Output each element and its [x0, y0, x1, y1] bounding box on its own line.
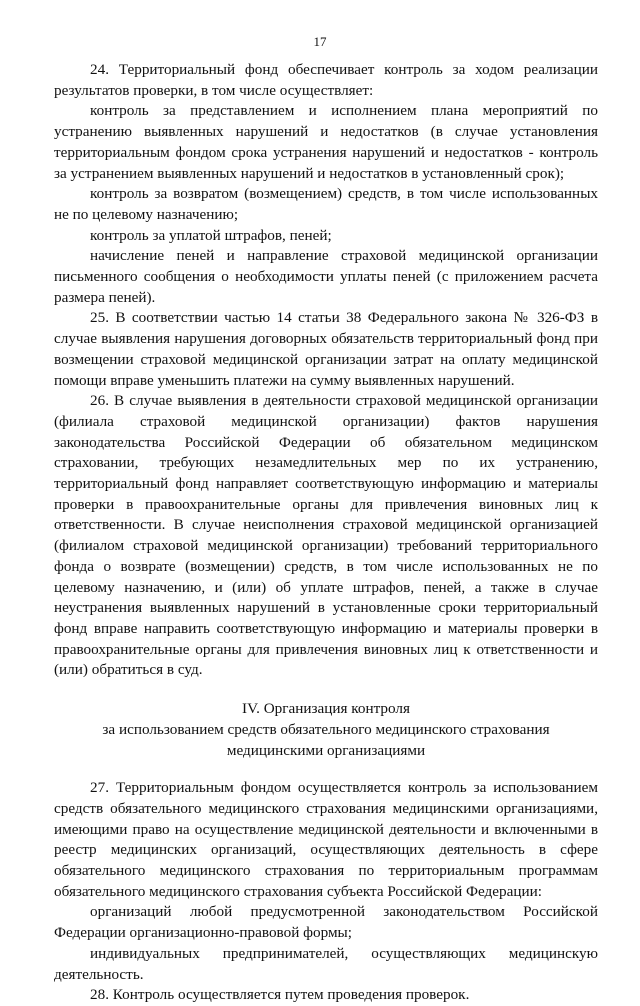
paragraph-24: 24. Территориальный фонд обеспечивает контроль за ходом реализации результатов проверки, в том числе осуществляет:: [54, 61, 598, 99]
paragraph-25: 25. В соответствии частью 14 статьи 38 Федерального закона № 326-ФЗ в случае выявления нарушения договорных обязательств территориальный фонд при возмещении страховой медицинской организации затрат на оплату медицинской помощи вправе уменьшить платежи на сумму выявленных нарушений.: [54, 309, 598, 389]
section-heading-line-2: за использованием средств обязательного медицинского страхования: [102, 720, 550, 738]
section-heading-line-3: медицинскими организациями: [226, 741, 426, 759]
paragraph-27-item-organizations: организаций любой предусмотренной законодательством Российской Федерации организационно-правовой формы;: [54, 903, 598, 942]
paragraph-28: 28. Контроль осуществляется путем проведения проверок.: [90, 986, 470, 1004]
paragraph-24-item-penalties: начисление пеней и направление страховой медицинской организации письменного сообщения о необходимости уплаты пеней (с приложением расчета размера пеней).: [54, 247, 598, 306]
paragraph-24-item-refund: контроль за возвратом (возмещением) средств, в том числе использованных не по целевому назначению;: [54, 185, 598, 223]
paragraph-26: 26. В случае выявления в деятельности страховой медицинской организации (филиала страховой медицинской организации) фактов нарушения законодательства Российской Федерации об обязательном медицинском страховании, требующих незамедлительных мер по их устранению, территориальный фонд направляет соответствующую информацию и материалы проверки в правоохранительные органы для привлечения виновных лиц к ответственности. В случае неисполнения страховой медицинской организацией (филиалом страховой медицинской организации) требований территориального фонда о возврате (возмещении) средств, в том числе использованных не по целевому назначению, и (или) об уплате штрафов, пеней, а также в случае неустранения выявленных нарушений в установленные сроки территориальный фонд вправе направить соответствующую информацию и материалы проверки в правоохранительные органы для привлечения виновных лиц к ответственности и (или) обратиться в суд.: [54, 392, 598, 679]
paragraph-24-item-fines: контроль за уплатой штрафов, пеней;: [90, 226, 332, 244]
paragraph-27: 27. Территориальным фондом осуществляется контроль за использованием средств обязательного медицинского страхования медицинскими организациями, имеющими право на осуществление медицинской деятельности и включенными в реестр медицинских организаций, осуществляющих деятельность в сфере обязательного медицинского страхования по территориальным программам обязательного медицинского страхования субъекта Российской Федерации:: [54, 779, 598, 900]
paragraph-27-item-entrepreneurs: индивидуальных предпринимателей, осуществляющих медицинскую деятельность.: [54, 944, 598, 983]
document-body: [54, 60, 598, 1006]
page-number: 17: [313, 34, 327, 49]
paragraph-24-item-plan: контроль за представлением и исполнением плана мероприятий по устранению выявленных нарушений и недостатков (в случае установления территориальным фондом срока устранения нарушений и недостатков - контроль за устранением выявленных нарушений и недостатков в установленный срок);: [54, 102, 598, 182]
section-heading-line-1: IV. Организация контроля: [242, 700, 410, 718]
section-heading: [54, 699, 598, 761]
